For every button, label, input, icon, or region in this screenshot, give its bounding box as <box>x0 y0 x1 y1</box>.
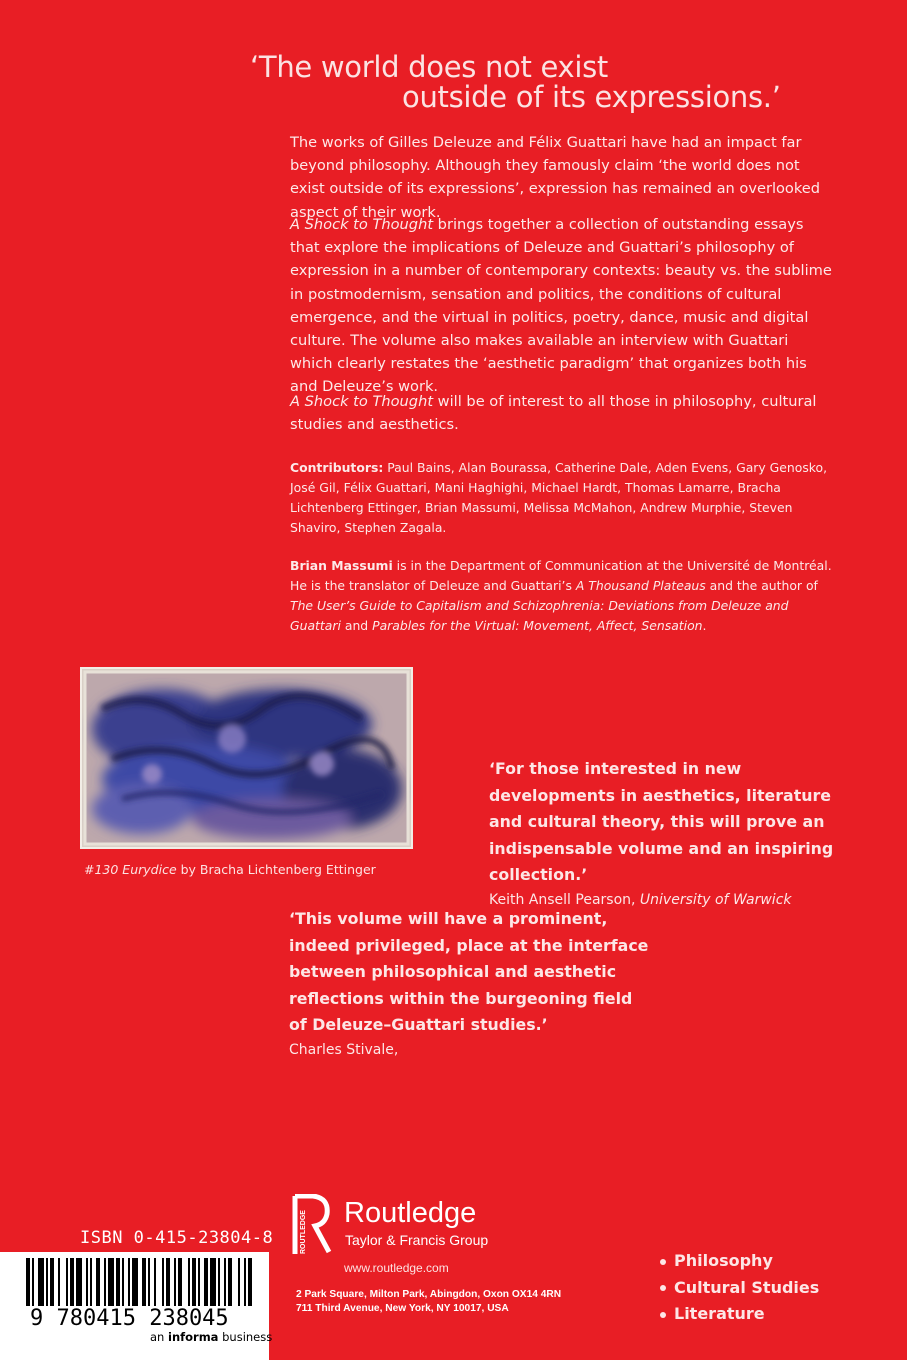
contributors-label: Contributors: <box>290 460 384 475</box>
publisher-name: Routledge <box>344 1197 477 1229</box>
barcode-bar <box>148 1258 150 1306</box>
barcode-bar <box>132 1258 138 1306</box>
publisher-address-uk: 2 Park Square, Milton Park, Abingdon, Oxon OX14 4RN <box>296 1289 562 1300</box>
contributors-list <box>290 458 835 538</box>
barcode-bar <box>66 1258 68 1306</box>
bullet-icon <box>660 1285 666 1291</box>
bio-book-title: A Thousand Plateaus <box>575 578 706 593</box>
bio-text: and <box>340 618 373 633</box>
bio-text: is in the Department of Communication at the Université de Montréal. He is the translator of Deleuze and Guattari’s <box>290 558 832 593</box>
barcode-bar <box>122 1258 124 1306</box>
barcode-bar <box>154 1258 156 1306</box>
barcode-bar <box>128 1258 130 1306</box>
bio-text: . <box>702 618 707 633</box>
epigraph-line-2: outside of its expressions.’ <box>402 80 781 114</box>
blurb-p3-text: will be of interest to all those in philosophy, cultural studies and aesthetics. <box>290 393 817 434</box>
barcode-digits: 9 780415 238045 <box>30 1306 229 1331</box>
barcode-bar <box>244 1258 246 1306</box>
subject-label: Philosophy <box>674 1251 773 1270</box>
barcode-bar <box>166 1258 170 1306</box>
barcode-bar <box>218 1258 220 1306</box>
artwork-title: #130 Eurydice <box>84 862 177 877</box>
book-title: A Shock to Thought <box>290 216 434 233</box>
barcode-bar <box>96 1258 100 1306</box>
quote-text: ‘For those interested in new developments in aesthetics, literature and cultural theory, this will prove an indispensable volume and an inspiring collection.’ <box>489 759 834 884</box>
bio-text: and the author of <box>705 578 818 593</box>
barcode-bar <box>116 1258 120 1306</box>
barcode-bar <box>26 1258 30 1306</box>
cover-artwork <box>80 667 413 849</box>
subject-label: Literature <box>674 1304 765 1323</box>
barcode-bar <box>192 1258 196 1306</box>
routledge-logo-text: ROUTLEDGE <box>300 1210 307 1254</box>
barcode-bar <box>238 1258 240 1306</box>
barcode-bar <box>104 1258 106 1306</box>
quote-affiliation: University of Warwick <box>639 891 792 908</box>
subject-item <box>660 1301 819 1328</box>
barcode-bar <box>86 1258 88 1306</box>
barcode-bar <box>174 1258 176 1306</box>
barcode-bar <box>162 1258 164 1306</box>
publisher-address-us: 711 Third Avenue, New York, NY 10017, USA <box>296 1303 509 1314</box>
informa-business-label <box>150 1330 272 1344</box>
barcode-bar <box>70 1258 74 1306</box>
barcode-bar <box>178 1258 182 1306</box>
barcode-bar <box>50 1258 54 1306</box>
bullet-icon <box>660 1312 666 1318</box>
barcode-bar <box>142 1258 146 1306</box>
epigraph-quote <box>250 52 810 112</box>
barcode-bar <box>228 1258 232 1306</box>
barcode-bar <box>224 1258 226 1306</box>
subject-list <box>660 1248 819 1328</box>
book-title: A Shock to Thought <box>290 393 434 410</box>
blurb-p2-text: brings together a collection of outstanding essays that explore the implications of Deleuze and Guattari’s philosophy of expression in a number of contemporary contexts: beauty vs. the sublime in postmodernism, sensation and politics, the conditions of cultural emergence, and the virtual in politics, poetry, dance, music and digital culture. The volume also makes available an interview with Guattari which clearly restates the ‘aesthetic paradigm’ that organizes both his and Deleuze’s work. <box>290 216 832 396</box>
barcode-bar <box>90 1258 92 1306</box>
blurb-p1-text: The works of Gilles Deleuze and Félix Guattari have had an impact far beyond philosophy. Although they famously claim ‘the world does not exist outside of its expressions’, expression has remained an overlooked aspect of their work. <box>290 134 821 221</box>
barcode-bar <box>32 1258 34 1306</box>
barcode-bar <box>46 1258 48 1306</box>
barcode-bar <box>204 1258 208 1306</box>
epigraph-line-1: ‘The world does not exist <box>250 50 609 84</box>
barcode-bar <box>38 1258 44 1306</box>
subject-label: Cultural Studies <box>674 1277 820 1297</box>
barcode-bar <box>188 1258 190 1306</box>
author-name: Brian Massumi <box>290 558 393 573</box>
blurb-paragraph-3 <box>290 390 835 436</box>
bio-book-title: Parables for the Virtual: Movement, Affect, Sensation <box>372 618 703 633</box>
quote-text: ‘This volume will have a prominent, indeed privileged, place at the interface between philosophical and aesthetic reflections within the burgeoning field of Deleuze–Guattari studies.’ <box>289 909 649 1034</box>
informa-post: business <box>218 1330 273 1344</box>
review-quote-2 <box>289 906 649 1061</box>
bio-book-title: The User’s Guide to Capitalism and Schizophrenia: Deviations from Deleuze and Guattari <box>290 598 789 633</box>
blurb-paragraph-1 <box>290 131 835 224</box>
review-quote-1 <box>489 756 849 911</box>
subject-item <box>660 1248 819 1275</box>
routledge-logo-icon <box>291 1194 335 1260</box>
informa-brand: informa <box>168 1330 219 1344</box>
informa-pre: an <box>150 1330 168 1344</box>
artwork-artist: by Bracha Lichtenberg Ettinger <box>176 862 376 877</box>
artwork-caption <box>84 862 376 877</box>
bullet-icon <box>660 1259 666 1265</box>
blurb-paragraph-2 <box>290 213 835 399</box>
isbn-label: ISBN 0-415-23804-8 <box>80 1228 274 1248</box>
subject-item <box>660 1275 819 1302</box>
publisher-group: Taylor & Francis Group <box>345 1232 489 1248</box>
author-bio <box>290 556 835 636</box>
barcode-bar <box>248 1258 252 1306</box>
barcode-bar <box>76 1258 82 1306</box>
quote-author: Keith Ansell Pearson, <box>489 891 640 908</box>
barcode-bar <box>210 1258 216 1306</box>
barcode-bar <box>108 1258 114 1306</box>
quote-attribution: Charles Stivale, <box>289 1041 399 1058</box>
barcode-bar <box>58 1258 60 1306</box>
contributors-names: Paul Bains, Alan Bourassa, Catherine Dale, Aden Evens, Gary Genosko, José Gil, Félix Guattari, Mani Haghighi, Michael Hardt, Thomas Lamarre, Bracha Lichtenberg Ettinger, Brian Massumi, Melissa McMahon, Andrew Murphie, Steven Shaviro, Stephen Zagala. <box>290 460 828 535</box>
publisher-website: www.routledge.com <box>344 1261 449 1275</box>
barcode-bar <box>198 1258 200 1306</box>
